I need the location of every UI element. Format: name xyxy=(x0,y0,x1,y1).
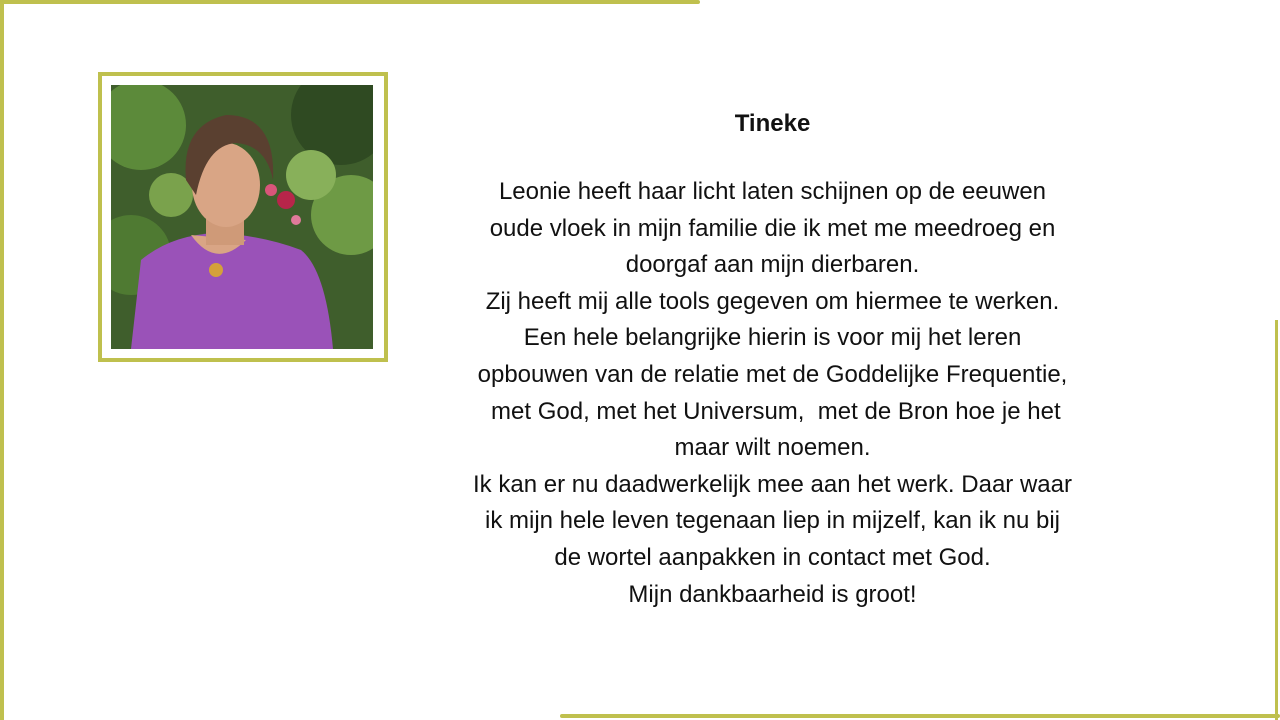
photo-frame xyxy=(98,72,388,362)
decorative-frame-left xyxy=(0,0,4,720)
testimonial xyxy=(440,104,1105,613)
testimonial-line: Een hele belangrijke hierin is voor mij het leren xyxy=(523,324,1022,352)
decorative-frame-bottom xyxy=(560,714,1280,718)
testimonial-line: Leonie heeft haar licht laten schijnen op de eeuwen xyxy=(498,178,1047,205)
portrait-photo xyxy=(111,85,373,349)
testimonial-author: Tineke xyxy=(734,110,811,137)
testimonial-line: doorgaf aan mijn dierbaren. xyxy=(625,251,920,279)
testimonial-line: Mijn dankbaarheid is groot! xyxy=(628,580,917,608)
decorative-frame-right xyxy=(1275,320,1278,720)
testimonial-line: met God, met het Universum, met de Bron hoe je het xyxy=(484,397,1061,425)
testimonial-line: de wortel aanpakken in contact met God. xyxy=(554,543,991,571)
decorative-frame-top xyxy=(0,0,700,4)
testimonial-line: maar wilt noemen. xyxy=(674,434,871,462)
testimonial-line: opbouwen van de relatie met de Goddelijke Frequentie, xyxy=(477,360,1068,388)
testimonial-line: ik mijn hele leven tegenaan liep in mijzelf, kan ik nu bij xyxy=(485,507,1060,535)
testimonial-line: Zij heeft mij alle tools gegeven om hiermee te werken. xyxy=(485,287,1060,315)
testimonial-line: oude vloek in mijn familie die ik met me meedroeg en xyxy=(489,214,1056,242)
testimonial-line: Ik kan er nu daadwerkelijk mee aan het werk. Daar waar xyxy=(473,470,1072,498)
